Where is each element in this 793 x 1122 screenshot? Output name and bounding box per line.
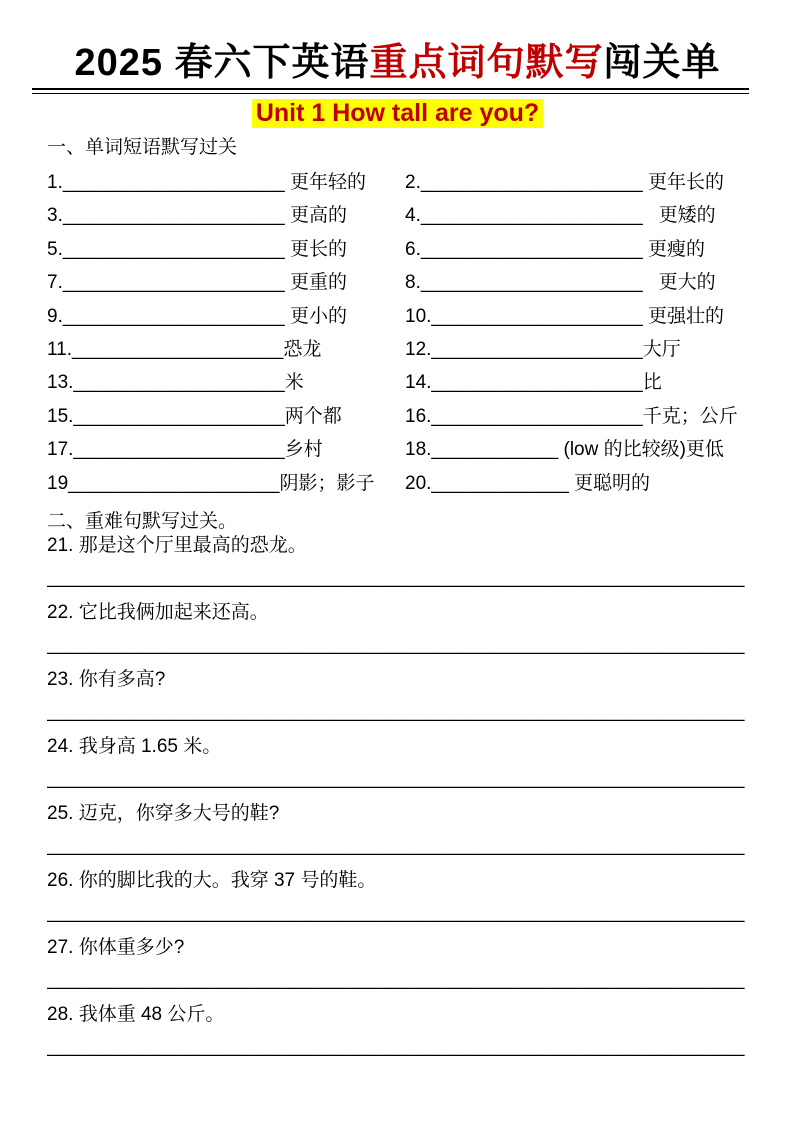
sentence-block-22 bbox=[47, 601, 748, 657]
sentence-block-25 bbox=[47, 802, 748, 858]
word-item-1: 1._____________________ 更年轻的 bbox=[47, 171, 367, 193]
question-text: 24. 我身高 1.65 米。 bbox=[47, 735, 222, 757]
page-title-part1: 2025 春六下英语 bbox=[74, 42, 370, 84]
word-item-18: 18.____________ (low 的比较级)更低 bbox=[405, 439, 724, 461]
title-double-rule bbox=[32, 88, 749, 94]
word-item-4: 4._____________________ 更矮的 bbox=[405, 205, 716, 227]
question-text: 22. 它比我俩加起来还高。 bbox=[47, 601, 269, 623]
word-item-15: 15.____________________两个都 bbox=[47, 405, 342, 427]
answer-blank-line: __________________________________________________________________ bbox=[47, 1035, 745, 1057]
section2-heading: 二、重难句默写过关。 bbox=[47, 510, 238, 532]
answer-blank-line: __________________________________________________________________ bbox=[47, 633, 745, 655]
word-item-19: 19____________________阴影；影子 bbox=[47, 472, 375, 494]
word-item-11: 11.____________________恐龙 bbox=[47, 338, 322, 360]
word-item-17: 17.____________________乡村 bbox=[47, 439, 323, 461]
sentence-block-26 bbox=[47, 869, 748, 925]
page-title-part2-red: 重点词句默写 bbox=[369, 42, 604, 84]
sentence-block-21 bbox=[47, 534, 748, 590]
word-item-14: 14.____________________比 bbox=[405, 372, 662, 394]
page-title bbox=[47, 44, 748, 84]
word-item-9: 9._____________________ 更小的 bbox=[47, 305, 348, 327]
question-text: 23. 你有多高? bbox=[47, 668, 166, 690]
question-text: 21. 那是这个厅里最高的恐龙。 bbox=[47, 534, 307, 556]
answer-blank-line: __________________________________________________________________ bbox=[47, 834, 745, 856]
word-item-13: 13.____________________米 bbox=[47, 372, 304, 394]
word-list bbox=[47, 166, 748, 500]
unit-banner: Unit 1 How tall are you? bbox=[252, 99, 543, 128]
answer-blank-line: __________________________________________________________________ bbox=[47, 901, 745, 923]
word-item-6: 6._____________________ 更瘦的 bbox=[405, 238, 706, 260]
sentence-block-24 bbox=[47, 735, 748, 791]
word-item-20: 20._____________ 更聪明的 bbox=[405, 472, 651, 494]
word-item-3: 3._____________________ 更高的 bbox=[47, 205, 348, 227]
question-text: 26. 你的脚比我的大。我穿 37 号的鞋。 bbox=[47, 869, 377, 891]
question-text: 27. 你体重多少? bbox=[47, 936, 185, 958]
question-text: 28. 我体重 48 公斤。 bbox=[47, 1003, 225, 1025]
unit-banner-row bbox=[47, 99, 748, 128]
answer-blank-line: __________________________________________________________________ bbox=[47, 566, 745, 588]
section1-heading: 一、单词短语默写过关 bbox=[47, 136, 238, 158]
sentence-block-27 bbox=[47, 936, 748, 992]
answer-blank-line: __________________________________________________________________ bbox=[47, 968, 745, 990]
word-item-8: 8._____________________ 更大的 bbox=[405, 272, 716, 294]
word-item-2: 2._____________________ 更年长的 bbox=[405, 171, 725, 193]
sentence-block-23 bbox=[47, 668, 748, 724]
sentence-block-28 bbox=[47, 1003, 748, 1059]
word-item-5: 5._____________________ 更长的 bbox=[47, 238, 348, 260]
word-item-12: 12.____________________大厅 bbox=[405, 338, 681, 360]
answer-blank-line: __________________________________________________________________ bbox=[47, 767, 745, 789]
question-text: 25. 迈克，你穿多大号的鞋? bbox=[47, 802, 280, 824]
word-item-10: 10.____________________ 更强壮的 bbox=[405, 305, 725, 327]
word-item-16: 16.____________________千克；公斤 bbox=[405, 405, 738, 427]
page-title-part3: 闯关单 bbox=[603, 42, 721, 84]
answer-blank-line: __________________________________________________________________ bbox=[47, 700, 745, 722]
word-item-7: 7._____________________ 更重的 bbox=[47, 272, 348, 294]
